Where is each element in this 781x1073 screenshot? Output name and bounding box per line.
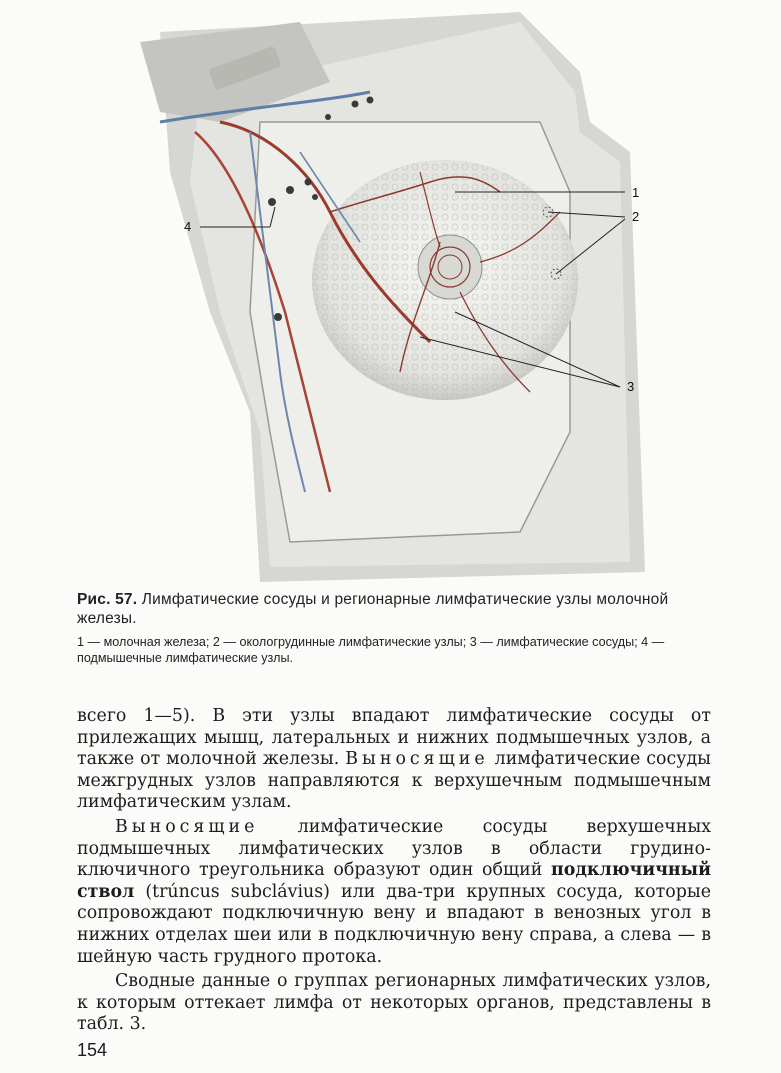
paragraph-2 — [77, 817, 711, 968]
p2-spaced-term: Выносящие — [115, 816, 259, 837]
page-number: 154 — [77, 1040, 108, 1060]
anatomical-illustration — [100, 12, 700, 582]
figure-label-4: 4 — [184, 219, 192, 234]
p2-text-b: (trúncus subclávius) или два-три крупных сосуда, которые сопровождают подключичную вену и впадают в венозных угол в нижних отделах шеи или в подключичную вену справа, а слева — в шейную часть грудного протока. — [77, 881, 711, 967]
p2-text-a: лимфатические сосуды верхушечных подмышечных лимфатических узлов в области грудино-ключичного треугольника образуют один общий — [77, 816, 711, 881]
caption-legend: 1 — молочная железа; 2 — окологрудинные лимфатические узлы; 3 — лимфатические сосуды; 4 — подмышечные лимфатические узлы. — [77, 635, 665, 665]
paragraph-3: Сводные данные о группах регионарных лимфатических узлов, к которым оттекает лимфа от некоторых органов, представлены в табл. 3. — [77, 971, 711, 1035]
p1-spaced-term: Выносящие — [345, 749, 489, 770]
figure-label-3: 3 — [627, 379, 635, 394]
breast-lymphatics-drawing — [100, 12, 700, 582]
caption-title-text: Лимфатические сосуды и регионарные лимфатические узлы молочной железы. — [77, 591, 669, 627]
figure-label-2: 2 — [632, 209, 640, 224]
p1-text-b: лимфатические сосуды межгрудных узлов направляются к верхушечным подмышечным лимфатическим узлам. — [77, 749, 711, 813]
p1-text-a: всего 1—5). В эти узлы впадают лимфатические сосуды от прилежащих мышц, латеральных и нижних подмышечных узлов, а также от молочной железы. — [77, 706, 711, 770]
paragraph-1 — [77, 706, 711, 814]
figure-caption — [77, 590, 717, 666]
caption-fig-number: Рис. 57. — [77, 591, 138, 608]
body-text — [77, 706, 711, 1036]
figure-label-1: 1 — [632, 185, 640, 200]
caption-title — [77, 590, 717, 628]
p2-bold-term: подключичный ствол — [77, 860, 711, 902]
